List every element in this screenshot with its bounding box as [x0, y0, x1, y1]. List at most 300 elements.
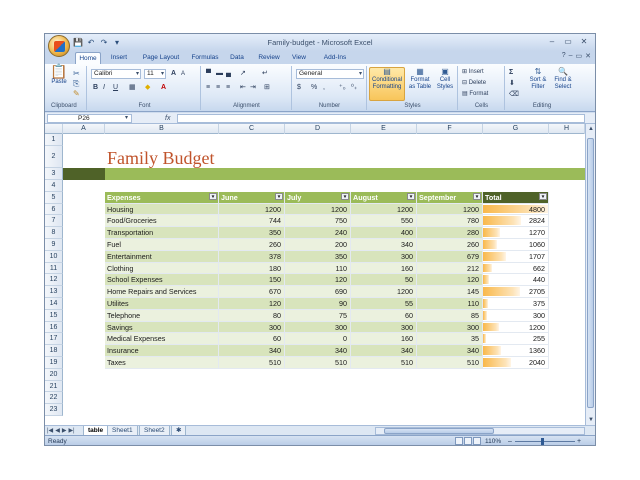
wrap-text-icon[interactable]: ↵ — [262, 70, 268, 77]
value-cell[interactable] — [219, 251, 285, 263]
window-title: Family-budget - Microsoft Excel — [267, 38, 373, 47]
row-header-18[interactable]: 18 — [45, 345, 63, 357]
sheet-tab-table[interactable]: table — [83, 426, 108, 436]
cell-styles-button[interactable] — [434, 68, 456, 91]
align-right-icon[interactable]: ≡ — [226, 84, 231, 91]
row-header-6[interactable]: 6 — [45, 204, 63, 216]
cell-value: 1200 — [397, 287, 413, 297]
alignment-group-label: Alignment — [233, 103, 260, 109]
window-controls — [545, 36, 591, 47]
expense-name-cell[interactable] — [105, 215, 219, 227]
row-header-7[interactable]: 7 — [45, 215, 63, 227]
column-header-g[interactable]: G — [483, 124, 549, 134]
total-cell[interactable] — [483, 251, 549, 263]
format-painter-icon[interactable]: ✎ — [73, 89, 80, 98]
expense-name-cell[interactable] — [105, 357, 219, 369]
help-icon[interactable]: ? — [561, 52, 566, 59]
ribbon-close-button[interactable]: ✕ — [585, 53, 591, 60]
worksheet-grid[interactable] — [45, 124, 585, 425]
grow-font-button[interactable]: A — [171, 70, 177, 77]
comma-button[interactable]: , — [323, 84, 325, 91]
tab-view[interactable]: View — [292, 54, 306, 61]
next-sheet-icon[interactable]: ▶ — [61, 428, 67, 434]
name-box-dropdown-icon[interactable]: ▾ — [125, 115, 129, 121]
value-cell[interactable] — [351, 215, 417, 227]
value-cell[interactable] — [417, 286, 483, 298]
value-cell[interactable] — [285, 239, 351, 251]
column-header-h[interactable]: H — [549, 124, 585, 134]
value-cell[interactable] — [417, 263, 483, 275]
row-header-4[interactable]: 4 — [45, 180, 63, 192]
font-color-icon[interactable]: A — [161, 84, 167, 91]
conditional-formatting-icon: ▤ — [383, 67, 391, 76]
value-cell[interactable] — [351, 345, 417, 357]
sort-filter-button[interactable] — [526, 68, 550, 91]
minimize-button[interactable]: – — [549, 37, 555, 46]
cell-value: 80 — [273, 310, 281, 320]
filter-dropdown-icon[interactable]: ▾ — [341, 193, 349, 200]
value-cell[interactable] — [351, 227, 417, 239]
paste-label: Paste — [51, 79, 67, 85]
cell-value: 212 — [467, 263, 479, 273]
row-header-20[interactable]: 20 — [45, 369, 63, 381]
filter-dropdown-icon[interactable]: ▾ — [209, 193, 217, 200]
sort-filter-label: Sort & — [529, 77, 547, 83]
column-header-b[interactable]: B — [105, 124, 219, 134]
value-cell[interactable] — [351, 357, 417, 369]
row-header-5[interactable]: 5 — [45, 192, 63, 204]
expense-name-cell[interactable] — [105, 227, 219, 239]
cell-styles-icon: ▣ — [441, 67, 449, 76]
vertical-scroll-thumb[interactable] — [587, 138, 594, 408]
cell-value: 340 — [269, 346, 281, 356]
cell-value: 240 — [335, 228, 347, 238]
cell-value: 350 — [269, 228, 281, 238]
expense-name-cell[interactable] — [105, 263, 219, 275]
value-cell[interactable] — [417, 345, 483, 357]
value-cell[interactable] — [219, 298, 285, 310]
row-header-11[interactable]: 11 — [45, 263, 63, 275]
sheet-tab-sheet2[interactable]: Sheet2 — [139, 426, 170, 436]
cell-value: School Expenses — [107, 275, 163, 285]
scroll-down-icon[interactable]: ▼ — [588, 417, 594, 423]
fill-color-icon[interactable]: ◆ — [145, 84, 151, 91]
value-cell[interactable] — [285, 263, 351, 275]
value-cell[interactable] — [285, 333, 351, 345]
total-cell[interactable] — [483, 298, 549, 310]
value-cell[interactable] — [351, 322, 417, 334]
cell-value: 510 — [335, 358, 347, 368]
close-button[interactable]: ✕ — [580, 37, 588, 46]
maximize-button[interactable]: ▭ — [564, 37, 572, 46]
vertical-scrollbar[interactable] — [585, 124, 595, 425]
value-cell[interactable] — [417, 274, 483, 286]
tab-review[interactable]: Review — [258, 54, 280, 61]
tab-formulas[interactable]: Formulas — [191, 54, 219, 61]
redo-icon[interactable]: ↷ — [100, 37, 108, 47]
insert-cells-label: Insert — [468, 69, 484, 75]
total-value: 300 — [533, 310, 545, 320]
format-cells-button[interactable] — [462, 90, 488, 99]
name-box[interactable]: P26 — [47, 114, 132, 123]
page-layout-view-icon[interactable] — [464, 437, 472, 445]
shrink-font-button[interactable]: A — [181, 71, 186, 77]
cell-value: 120 — [269, 299, 281, 309]
cell-value: 150 — [269, 275, 281, 285]
value-cell[interactable] — [417, 357, 483, 369]
cell-value: 60 — [405, 310, 413, 320]
total-cell[interactable] — [483, 239, 549, 251]
sheet-tab-sheet1[interactable]: Sheet1 — [107, 426, 138, 436]
title-bar — [45, 34, 595, 51]
cell-value: Insurance — [107, 346, 139, 356]
data-bar — [483, 252, 506, 261]
row-header-1[interactable]: 1 — [45, 134, 63, 146]
header-july[interactable] — [285, 192, 351, 204]
insert-cells-button[interactable] — [462, 68, 484, 77]
font-size-combo[interactable]: 11 ▾ — [144, 69, 166, 79]
decrease-decimal-icon[interactable]: ⁰₊ — [351, 84, 358, 91]
row-header-9[interactable]: 9 — [45, 239, 63, 251]
page-break-view-icon[interactable] — [473, 437, 481, 445]
value-cell[interactable] — [219, 333, 285, 345]
expense-name-cell[interactable] — [105, 345, 219, 357]
find-select-icon: 🔍 — [558, 67, 568, 76]
total-value: 662 — [533, 263, 545, 273]
row-header-14[interactable]: 14 — [45, 298, 63, 310]
find-select-label: Find & — [554, 77, 572, 83]
number-format-combo[interactable]: General ▾ — [296, 69, 364, 79]
office-button[interactable] — [48, 35, 70, 57]
value-cell[interactable] — [351, 333, 417, 345]
clipboard-icon: 📋 — [50, 63, 68, 79]
conditional-formatting-label-2: Formatting — [372, 84, 402, 90]
header-august[interactable] — [351, 192, 417, 204]
zoom-slider-thumb[interactable] — [541, 438, 544, 445]
header-expenses[interactable] — [105, 192, 219, 204]
last-sheet-icon[interactable]: ▶| — [68, 428, 75, 434]
value-cell[interactable] — [417, 298, 483, 310]
value-cell[interactable] — [417, 333, 483, 345]
value-cell[interactable] — [219, 263, 285, 275]
data-bar — [483, 334, 486, 343]
cell-value: 90 — [339, 299, 347, 309]
excel-window — [44, 33, 596, 446]
clipboard-group — [47, 63, 87, 110]
tab-home[interactable]: Home — [75, 52, 101, 64]
format-as-table-button[interactable] — [407, 68, 433, 91]
tab-data[interactable]: Data — [230, 54, 244, 61]
ribbon-minimize-button[interactable]: – — [568, 52, 573, 59]
title-band-dark — [63, 168, 105, 180]
cells-group — [459, 66, 505, 110]
status-text: Ready — [48, 438, 67, 445]
expense-name-cell[interactable] — [105, 251, 219, 263]
data-bar — [483, 287, 520, 296]
cell-value: 300 — [401, 251, 413, 261]
total-value: 375 — [533, 299, 545, 309]
save-icon[interactable]: 💾 — [73, 37, 83, 47]
header-june-label: June — [221, 192, 238, 202]
filter-dropdown-icon[interactable]: ▾ — [275, 193, 283, 200]
cell-value: 35 — [471, 334, 479, 344]
total-cell[interactable] — [483, 357, 549, 369]
column-header-f[interactable]: F — [417, 124, 483, 134]
cells-group-label: Cells — [474, 103, 489, 109]
sort-filter-icon: ⇅ — [534, 67, 542, 76]
merge-center-icon[interactable]: ⊞ — [264, 84, 270, 91]
total-cell[interactable] — [483, 263, 549, 275]
total-value: 4800 — [529, 204, 545, 214]
cell-value: 110 — [467, 299, 479, 309]
normal-view-icon[interactable] — [455, 437, 463, 445]
decrease-indent-icon[interactable]: ⇤ — [240, 84, 246, 91]
editing-group-label: Editing — [532, 103, 552, 109]
orientation-icon[interactable]: ↗ — [240, 70, 246, 77]
value-cell[interactable] — [219, 227, 285, 239]
column-header-c[interactable]: C — [219, 124, 285, 134]
align-bottom-icon[interactable]: ▄ — [226, 70, 231, 77]
cell-value: 1200 — [265, 204, 281, 214]
value-cell[interactable] — [285, 298, 351, 310]
value-cell[interactable] — [285, 204, 351, 216]
sort-filter-label-2: Filter — [531, 84, 545, 90]
format-as-table-icon: ▦ — [416, 67, 424, 76]
value-cell[interactable] — [351, 239, 417, 251]
total-cell[interactable] — [483, 322, 549, 334]
row-header-17[interactable]: 17 — [45, 333, 63, 345]
total-cell[interactable] — [483, 204, 549, 216]
borders-icon[interactable]: ▦ — [129, 84, 136, 91]
value-cell[interactable] — [351, 298, 417, 310]
cell-value: 378 — [269, 251, 281, 261]
insert-sheet-icon[interactable]: ✱ — [171, 426, 186, 436]
conditional-formatting-button[interactable] — [369, 67, 405, 101]
value-cell[interactable] — [351, 310, 417, 322]
italic-button[interactable]: I — [103, 84, 105, 91]
formula-input[interactable] — [177, 114, 585, 123]
expense-name-cell[interactable] — [105, 274, 219, 286]
value-cell[interactable] — [417, 251, 483, 263]
number-group-label: Number — [318, 103, 341, 109]
cell-value: Clothing — [107, 263, 134, 273]
font-name-combo[interactable]: Calibri ▾ — [91, 69, 141, 79]
tab-insert[interactable]: Insert — [110, 54, 128, 61]
value-cell[interactable] — [351, 286, 417, 298]
bold-button[interactable]: B — [93, 84, 99, 91]
value-cell[interactable] — [285, 215, 351, 227]
column-header-e[interactable]: E — [351, 124, 417, 134]
underline-button[interactable]: U — [113, 84, 119, 91]
value-cell[interactable] — [417, 322, 483, 334]
insert-function-button[interactable]: fx — [165, 115, 171, 122]
column-header-a[interactable]: A — [63, 124, 105, 134]
header-total[interactable] — [483, 192, 549, 204]
office-logo-icon — [54, 41, 65, 52]
cell-value: 120 — [335, 275, 347, 285]
find-select-button[interactable] — [551, 68, 575, 91]
clear-icon[interactable]: ⌫ — [509, 91, 519, 98]
value-cell[interactable] — [417, 204, 483, 216]
delete-cells-icon: ⊟ — [462, 80, 469, 86]
copy-icon[interactable]: ⎘ — [73, 79, 80, 88]
data-bar — [483, 275, 489, 284]
value-cell[interactable] — [351, 263, 417, 275]
expense-name-cell[interactable] — [105, 239, 219, 251]
horizontal-scroll-thumb[interactable] — [384, 428, 494, 434]
value-cell[interactable] — [219, 357, 285, 369]
row-header-15[interactable]: 15 — [45, 310, 63, 322]
cell-value: Utilites — [107, 299, 129, 309]
value-cell[interactable] — [285, 274, 351, 286]
value-cell[interactable] — [285, 227, 351, 239]
value-cell[interactable] — [219, 215, 285, 227]
row-header-8[interactable]: 8 — [45, 227, 63, 239]
value-cell[interactable] — [285, 251, 351, 263]
customize-qat-icon[interactable]: ▾ — [114, 37, 119, 47]
expense-name-cell[interactable] — [105, 333, 219, 345]
conditional-formatting-label: Conditional — [371, 77, 403, 83]
first-sheet-icon[interactable]: |◀ — [47, 428, 54, 434]
value-cell[interactable] — [219, 322, 285, 334]
data-bar — [483, 216, 521, 225]
zoom-level[interactable]: 110% — [485, 438, 502, 445]
value-cell[interactable] — [417, 239, 483, 251]
cell-value: Telephone — [107, 310, 141, 320]
align-top-icon[interactable]: ▀ — [206, 70, 211, 77]
value-cell[interactable] — [285, 310, 351, 322]
autosum-button[interactable]: Σ — [509, 69, 514, 76]
currency-button[interactable]: $ — [297, 84, 301, 91]
row-header-3[interactable]: 3 — [45, 168, 63, 180]
cell-value: 690 — [335, 287, 347, 297]
fill-icon[interactable]: ⬇ — [509, 80, 515, 87]
total-cell[interactable] — [483, 286, 549, 298]
zoom-out-button[interactable]: – — [508, 438, 512, 445]
expense-name-cell[interactable] — [105, 286, 219, 298]
filter-dropdown-icon[interactable]: ▾ — [407, 193, 415, 200]
format-cells-label: Format — [469, 91, 489, 97]
value-cell[interactable] — [351, 204, 417, 216]
row-header-2[interactable]: 2 — [45, 146, 63, 168]
total-cell[interactable] — [483, 333, 549, 345]
filter-dropdown-icon[interactable]: ▾ — [539, 193, 547, 200]
value-cell[interactable] — [285, 286, 351, 298]
data-bar — [483, 323, 499, 332]
row-header-13[interactable]: 13 — [45, 286, 63, 298]
zoom-slider[interactable] — [515, 441, 575, 442]
total-value: 1060 — [529, 240, 545, 250]
row-header-19[interactable]: 19 — [45, 357, 63, 369]
cell-value: 550 — [401, 216, 413, 226]
cell-value: 160 — [401, 334, 413, 344]
header-june[interactable] — [219, 192, 285, 204]
align-left-icon[interactable]: ≡ — [206, 84, 211, 91]
value-cell[interactable] — [285, 357, 351, 369]
value-cell[interactable] — [417, 215, 483, 227]
value-cell[interactable] — [285, 322, 351, 334]
value-cell[interactable] — [219, 274, 285, 286]
value-cell[interactable] — [219, 239, 285, 251]
cell-value: 75 — [339, 310, 347, 320]
tab-page-layout[interactable]: Page Layout — [142, 54, 180, 61]
filter-dropdown-icon[interactable]: ▾ — [473, 193, 481, 200]
header-september[interactable] — [417, 192, 483, 204]
total-cell[interactable] — [483, 310, 549, 322]
zoom-in-button[interactable]: + — [577, 438, 582, 445]
font-group — [89, 66, 201, 110]
row-header-23[interactable]: 23 — [45, 404, 63, 416]
row-header-22[interactable]: 22 — [45, 392, 63, 404]
sheet-title[interactable]: Family Budget — [107, 147, 215, 168]
value-cell[interactable] — [285, 345, 351, 357]
sheet-tab-bar — [45, 425, 595, 435]
cut-icon[interactable]: ✂ — [73, 69, 80, 78]
column-header-d[interactable]: D — [285, 124, 351, 134]
row-header-10[interactable]: 10 — [45, 251, 63, 263]
undo-icon[interactable]: ↶ — [87, 37, 95, 47]
total-value: 440 — [533, 275, 545, 285]
value-cell[interactable] — [219, 286, 285, 298]
scroll-up-icon[interactable]: ▲ — [588, 126, 594, 132]
value-cell[interactable] — [351, 251, 417, 263]
value-cell[interactable] — [219, 310, 285, 322]
prev-sheet-icon[interactable]: ◀ — [55, 428, 60, 434]
row-header-21[interactable]: 21 — [45, 381, 63, 393]
total-cell[interactable] — [483, 227, 549, 239]
value-cell[interactable] — [417, 310, 483, 322]
data-bar — [483, 228, 500, 237]
expense-name-cell[interactable] — [105, 298, 219, 310]
total-cell[interactable] — [483, 274, 549, 286]
cell-value: 1200 — [397, 204, 413, 214]
expense-name-cell[interactable] — [105, 204, 219, 216]
align-center-icon[interactable]: ≡ — [216, 84, 221, 91]
cell-value: 50 — [405, 275, 413, 285]
value-cell[interactable] — [219, 204, 285, 216]
value-cell[interactable] — [219, 345, 285, 357]
expense-name-cell[interactable] — [105, 310, 219, 322]
tab-add-ins[interactable]: Add-Ins — [323, 54, 347, 61]
cell-value: 180 — [269, 263, 281, 273]
editing-group — [506, 66, 578, 110]
increase-indent-icon[interactable]: ⇥ — [250, 84, 256, 91]
percent-button[interactable]: % — [311, 84, 318, 91]
cell-value: Savings — [107, 322, 133, 332]
increase-decimal-icon[interactable]: ⁺₀ — [339, 84, 346, 91]
total-cell[interactable] — [483, 215, 549, 227]
cell-value: 744 — [269, 216, 281, 226]
cell-value: 300 — [401, 322, 413, 332]
total-cell[interactable] — [483, 345, 549, 357]
select-all-corner[interactable] — [45, 124, 63, 134]
row-header-12[interactable]: 12 — [45, 274, 63, 286]
ribbon-restore-button[interactable]: ▭ — [575, 53, 583, 60]
total-value: 2040 — [529, 358, 545, 368]
cell-value: 510 — [401, 358, 413, 368]
delete-cells-button[interactable] — [462, 79, 486, 88]
align-middle-icon[interactable]: ▬ — [216, 70, 223, 77]
cell-value: 160 — [401, 263, 413, 273]
cell-value: Food/Groceries — [107, 216, 157, 226]
row-header-16[interactable]: 16 — [45, 322, 63, 334]
value-cell[interactable] — [351, 274, 417, 286]
paste-button[interactable] — [49, 63, 69, 86]
horizontal-scrollbar[interactable] — [375, 427, 585, 435]
value-cell[interactable] — [417, 227, 483, 239]
total-value: 1360 — [529, 346, 545, 356]
expense-name-cell[interactable] — [105, 322, 219, 334]
